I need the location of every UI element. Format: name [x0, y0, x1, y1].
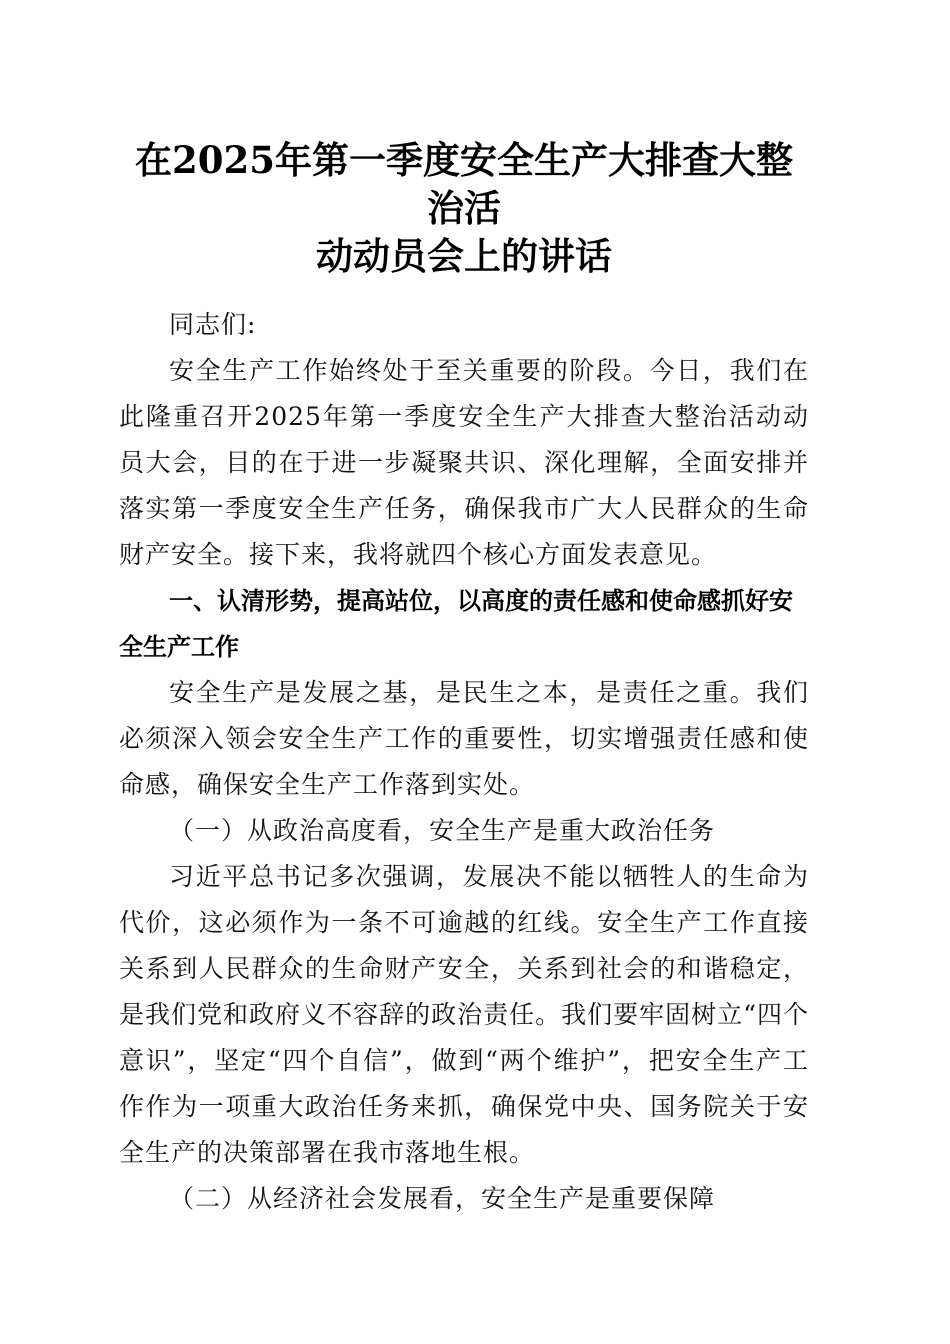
intro-paragraph: 安全生产工作始终处于至关重要的阶段。今日，我们在此隆重召开2025年第一季度安全生产大排查大整治活动动员大会，目的在于进一步凝聚共识、深化理解，全面安排并落实第一季度安全生产任务，确保我市广大人民群众的生命财产安全。接下来，我将就四个核心方面发表意见。: [119, 356, 809, 569]
document-title: [119, 136, 809, 280]
subsection-1-paragraph: 习近平总书记多次强调，发展决不能以牺牲人的生命为代价，这必须作为一条不可逾越的红线。安全生产工作直接关系到人民群众的生命财产安全，关系到社会的和谐稳定，是我们党和政府义不容辞的政治责任。我们要牢固树立“四个意识”，坚定“四个自信”，做到“两个维护”，把安全生产工作作为一项重大政治任务来抓，确保党中央、国务院关于安全生产的决策部署在我市落地生根。: [119, 862, 809, 1167]
section-1-heading: 一、认清形势，提高站位，以高度的责任感和使命感抓好安全生产工作: [119, 587, 793, 661]
title-line-1: 在2025年第一季度安全生产大排查大整治活: [135, 138, 793, 230]
subsection-2-heading: （二）从经济社会发展看，安全生产是重要保障: [169, 1184, 716, 1213]
document-body: [119, 136, 809, 1222]
salutation: 同志们:: [169, 310, 257, 339]
section-1-paragraph: 安全生产是发展之基，是民生之本，是责任之重。我们必须深入领会安全生产工作的重要性，切实增强责任感和使命感，确保安全生产工作落到实处。: [119, 678, 809, 799]
subsection-1-heading: （一）从政治高度看，安全生产是重大政治任务: [169, 816, 716, 845]
title-line-2: 动动员会上的讲话: [316, 234, 612, 278]
